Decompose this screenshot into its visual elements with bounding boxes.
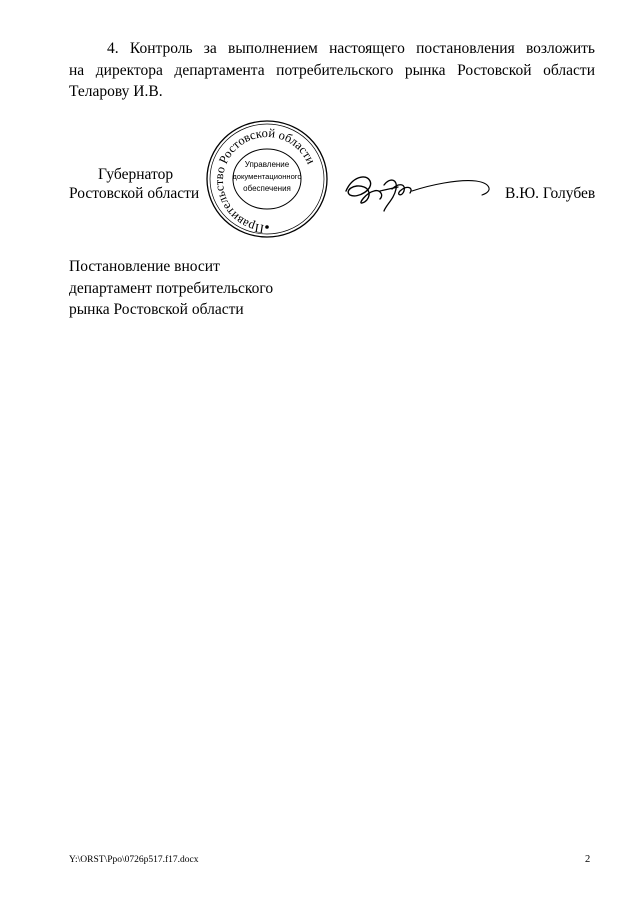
submitted-by-block [69,256,273,321]
submitted-line-2: департамент потребительского [69,279,274,297]
paragraph-line-1: 4. Контроль за выполнением настоящего постановления возложить [107,40,595,57]
page-number: 2 [585,854,591,865]
submitted-line-1: Постановление вносит [69,258,220,275]
seal-center-line-1: Управление [244,160,290,169]
submitted-line-3: рынка Ростовской области [69,301,244,318]
governor-title: Губернатор [98,166,174,183]
paragraph-line-3: Теларову И.В. [69,83,163,100]
handwritten-signature [340,165,500,213]
seal-ring-text: Правительство Ростовской области [211,125,319,237]
control-paragraph [69,38,595,103]
footer-file-path: Y:\ORST\Ppo\0726p517.f17.docx [69,855,199,865]
paragraph-line-2: на директора департамента потребительского рынка Ростовской области [69,61,595,79]
governor-name: В.Ю. Голубев [505,185,596,202]
governor-region: Ростовской области [69,185,200,202]
seal-center-line-3: обеспечения [243,184,291,193]
seal-center-line-2: документационного [232,172,302,181]
official-seal-stamp [204,118,330,240]
